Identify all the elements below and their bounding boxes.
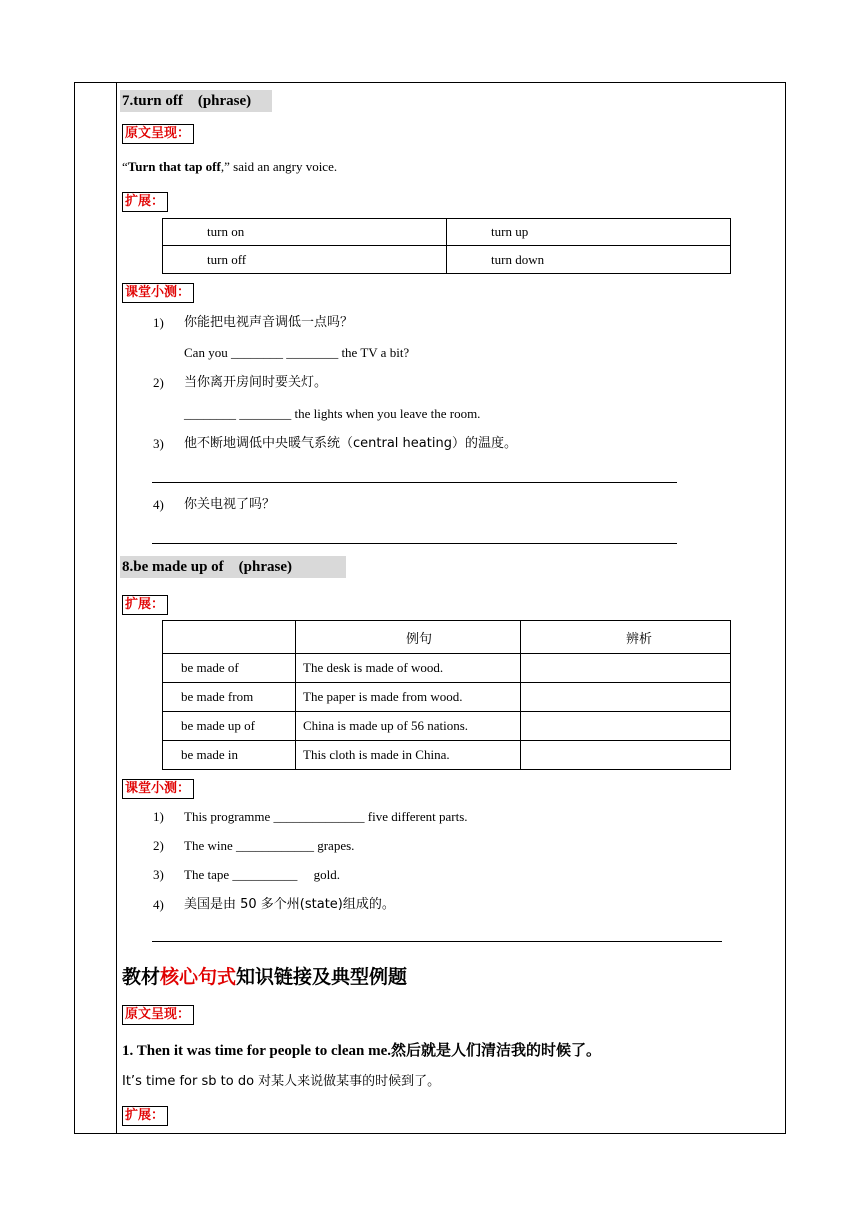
- quiz-question: 美国是由 50 多个州(state)组成的。: [184, 897, 395, 912]
- table-cell: turn on: [163, 219, 447, 246]
- quiz-question: 你关电视了吗？: [184, 497, 276, 512]
- section-8-extension-table: [162, 620, 731, 770]
- section-7-original-tag: 原文呈现：: [122, 124, 194, 144]
- quiz-number: 1): [153, 315, 164, 330]
- table-row: [163, 683, 731, 712]
- table-cell: This cloth is made in China.: [296, 741, 521, 770]
- quiz-question: 你能把电视声音调低一点吗？: [184, 315, 354, 330]
- quiz-answer-line: Can you ________ ________ the TV a bit?: [184, 345, 410, 360]
- section-7-original-quote: “Turn that tap off,” said an angry voice.: [122, 159, 338, 174]
- table-cell: turn up: [447, 219, 731, 246]
- table-header: 例句: [296, 621, 521, 654]
- table-row: [163, 219, 731, 246]
- section-7-extension-table: [162, 218, 731, 274]
- answer-blank-line: [152, 941, 722, 942]
- quiz-question: The tape __________ gold.: [184, 867, 340, 882]
- section-8-heading: 8.be made up of (phrase): [120, 556, 346, 578]
- table-cell: be made from: [163, 683, 296, 712]
- section-8-quiz-tag: 课堂小测：: [122, 779, 194, 799]
- table-row: [163, 741, 731, 770]
- answer-blank-line: [152, 482, 677, 483]
- core-pattern: It’s time for sb to do 对某人来说做某事的时候到了。: [122, 1074, 441, 1089]
- section-7-heading: 7.turn off (phrase): [120, 90, 272, 112]
- quiz-number: 3): [153, 436, 164, 451]
- answer-blank-line: [152, 543, 677, 544]
- quiz-number: 2): [153, 375, 164, 390]
- table-row: [163, 654, 731, 683]
- quiz-number: 4): [153, 897, 164, 912]
- column-divider: [116, 82, 117, 1134]
- quiz-question: The wine ____________ grapes.: [184, 838, 355, 853]
- table-cell: China is made up of 56 nations.: [296, 712, 521, 741]
- table-cell: [521, 654, 731, 683]
- table-cell: be made of: [163, 654, 296, 683]
- table-cell: [521, 683, 731, 712]
- table-cell: [521, 741, 731, 770]
- section-7-extension-tag: 扩展：: [122, 192, 168, 212]
- table-cell: turn down: [447, 246, 731, 274]
- table-header: 辨析: [521, 621, 731, 654]
- quiz-number: 3): [153, 867, 164, 882]
- table-cell: be made up of: [163, 712, 296, 741]
- core-extension-tag: 扩展：: [122, 1106, 168, 1126]
- quiz-number: 1): [153, 809, 164, 824]
- table-cell: [521, 712, 731, 741]
- core-original-tag: 原文呈现：: [122, 1005, 194, 1025]
- table-row: [163, 712, 731, 741]
- table-header: [163, 621, 296, 654]
- table-row: [163, 246, 731, 274]
- quiz-answer-line: ________ ________ the lights when you leave the room.: [184, 406, 481, 421]
- section-8-extension-tag: 扩展：: [122, 595, 168, 615]
- section-7-quiz-tag: 课堂小测：: [122, 283, 194, 303]
- core-section-title: 教材核心句式知识链接及典型例题: [122, 966, 408, 988]
- quiz-number: 4): [153, 497, 164, 512]
- table-cell: turn off: [163, 246, 447, 274]
- quiz-question: This programme ______________ five different parts.: [184, 809, 468, 824]
- table-cell: be made in: [163, 741, 296, 770]
- table-cell: The paper is made from wood.: [296, 683, 521, 712]
- quiz-number: 2): [153, 838, 164, 853]
- table-cell: The desk is made of wood.: [296, 654, 521, 683]
- quiz-question: 当你离开房间时要关灯。: [184, 375, 328, 390]
- quiz-question: 他不断地调低中央暖气系统（central heating）的温度。: [184, 436, 517, 451]
- table-row: [163, 621, 731, 654]
- core-sentence: 1. Then it was time for people to clean me.然后就是人们清洁我的时候了。: [122, 1043, 601, 1059]
